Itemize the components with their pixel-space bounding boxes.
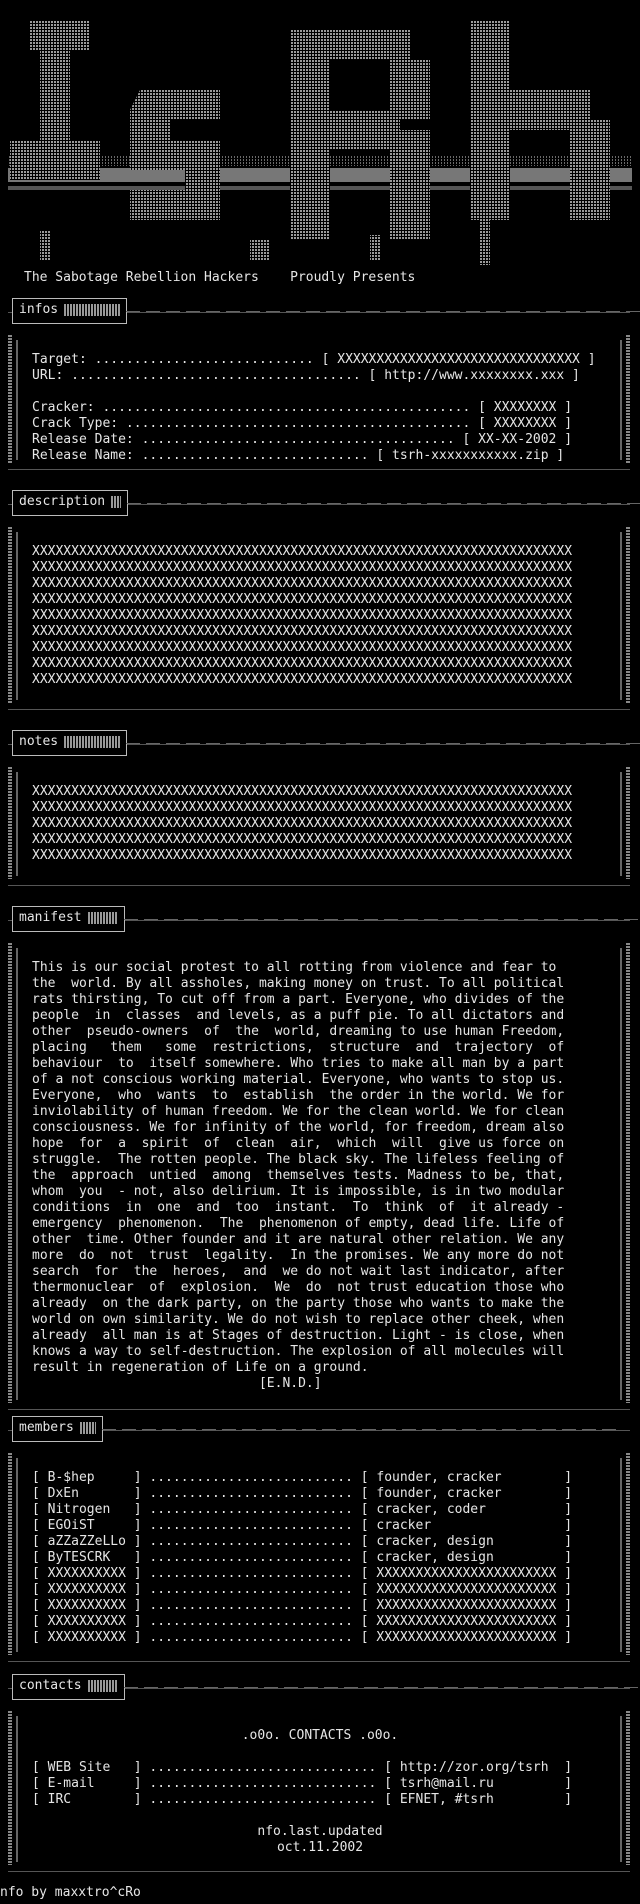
manifest-line: result in regeneration of Life on a ground. — [32, 1360, 369, 1375]
manifest-line: people in classes and levels, as a puff pie. To all dictators and — [32, 1008, 565, 1023]
tagline — [24, 270, 415, 286]
member-row: [ XXXXXXXXXX ] .......................... [ XXXXXXXXXXXXXXXXXXXXXXX ] — [32, 1630, 573, 1645]
info-line: Target: ............................ [ XXXXXXXXXXXXXXXXXXXXXXXXXXXXXXX ] — [32, 352, 596, 367]
section-title: members — [19, 1420, 74, 1435]
manifest-line: thermonuclear of explosion. We do not trust education those who — [32, 1280, 565, 1295]
info-line: URL: ..................................... [ http://www.xxxxxxxx.xxx ] — [32, 368, 580, 383]
contacts-body — [32, 1728, 608, 1856]
frame-rail-right — [620, 1716, 622, 1862]
manifest-line: other pseudo-owners of the world, dreaming to use human Freedom, — [32, 1024, 565, 1039]
notes-line: XXXXXXXXXXXXXXXXXXXXXXXXXXXXXXXXXXXXXXXXXXXXXXXXXXXXXXXXXXXXXXXXXXXXX — [32, 832, 573, 847]
manifest-line: inviolability of human freedom. We for the clean world. We for clean — [32, 1104, 565, 1119]
members-list — [32, 1470, 572, 1646]
member-row: [ Nitrogen ] .......................... [ cracker, coder ] — [32, 1502, 573, 1517]
manifest-line: whom you - not, also delirium. It is impossible, is in two modular — [32, 1184, 565, 1199]
shade-icon — [64, 304, 120, 316]
frame-rail-right — [620, 948, 622, 1400]
manifest-line: emergency phenomenon. The phenomenon of empty, dead life. Life of — [32, 1216, 565, 1231]
section-title: contacts — [19, 1678, 82, 1693]
contacts-heading: .o0o. CONTACTS .o0o. — [241, 1728, 399, 1743]
shade-icon — [64, 736, 120, 748]
manifest-line: already on the dark party, on the party those who wants to make the — [32, 1296, 565, 1311]
member-row: [ B-$hep ] .......................... [ founder, cracker ] — [32, 1470, 573, 1485]
description-body — [32, 544, 572, 688]
last-updated-label: nfo.last.updated — [257, 1824, 383, 1839]
frame-rail-left — [16, 772, 18, 876]
description-line: XXXXXXXXXXXXXXXXXXXXXXXXXXXXXXXXXXXXXXXXXXXXXXXXXXXXXXXXXXXXXXXXXXXXX — [32, 592, 573, 607]
last-updated-date: oct.11.2002 — [276, 1840, 364, 1855]
shade-icon — [88, 1680, 118, 1692]
tab-divider — [126, 311, 640, 312]
info-line: Cracker: ............................................... [ XXXXXXXX ] — [32, 400, 573, 415]
spacer — [32, 1744, 608, 1760]
manifest-line: other time. Other founder and it are natural other relation. We any — [32, 1232, 565, 1247]
notes-line: XXXXXXXXXXXXXXXXXXXXXXXXXXXXXXXXXXXXXXXXXXXXXXXXXXXXXXXXXXXXXXXXXXXXX — [32, 848, 573, 863]
section-title: notes — [19, 734, 59, 749]
frame-rail-left — [16, 340, 18, 460]
contact-row-email[interactable]: [ E-mail ] ............................. [ tsrh@mail.ru ] — [32, 1776, 573, 1791]
section-tab — [12, 906, 125, 932]
manifest-line: already all man is at Stages of destruction. Light - is close, when — [32, 1328, 565, 1343]
section-tab — [12, 730, 127, 756]
member-row: [ DxEn ] .......................... [ founder, cracker ] — [32, 1486, 573, 1501]
notes-line: XXXXXXXXXXXXXXXXXXXXXXXXXXXXXXXXXXXXXXXXXXXXXXXXXXXXXXXXXXXXXXXXXXXXX — [32, 784, 573, 799]
manifest-line: behaviour to itself somewhere. Who tries to make all man by a part — [32, 1056, 565, 1071]
frame-rail-left — [16, 532, 18, 700]
contact-row-irc[interactable]: [ IRC ] ............................. [ EFNET, #tsrh ] — [32, 1792, 573, 1807]
manifest-line: world on own similarity. We do not wish to replace other cheek, when — [32, 1312, 565, 1327]
info-line — [32, 384, 596, 400]
manifest-line: placing them some restrictions, structure and trajectory of — [32, 1040, 565, 1055]
member-row: [ XXXXXXXXXX ] .......................... [ XXXXXXXXXXXXXXXXXXXXXXX ] — [32, 1582, 573, 1597]
member-row: [ EGOiST ] .......................... [ cracker ] — [32, 1518, 573, 1533]
tsrh-ascii-logo — [0, 0, 640, 290]
section-tab — [12, 298, 127, 324]
tab-divider — [124, 1687, 640, 1688]
proudly-presents: Proudly Presents — [290, 270, 416, 285]
manifest-line: more do not trust legality. In the promises. We any more do not — [32, 1248, 565, 1263]
manifest-line: the world. By all assholes, making money on trust. To all political — [32, 976, 565, 991]
description-line: XXXXXXXXXXXXXXXXXXXXXXXXXXXXXXXXXXXXXXXXXXXXXXXXXXXXXXXXXXXXXXXXXXXXX — [32, 560, 573, 575]
section-infos — [8, 302, 630, 470]
section-description — [8, 494, 630, 710]
manifest-line: rats thirsting, To cut off from a part. Everyone, who divides of the — [32, 992, 565, 1007]
description-line: XXXXXXXXXXXXXXXXXXXXXXXXXXXXXXXXXXXXXXXXXXXXXXXXXXXXXXXXXXXXXXXXXXXXX — [32, 640, 573, 655]
manifest-body — [32, 960, 564, 1392]
section-notes — [8, 734, 630, 886]
manifest-line: consciousness. We for infinity of the world, for freedom, dream also — [32, 1120, 565, 1135]
section-manifest — [8, 910, 630, 1410]
description-line: XXXXXXXXXXXXXXXXXXXXXXXXXXXXXXXXXXXXXXXXXXXXXXXXXXXXXXXXXXXXXXXXXXXXX — [32, 608, 573, 623]
manifest-line: search for the heroes, and we do not wait last indicator, after — [32, 1264, 565, 1279]
section-title: infos — [19, 302, 59, 317]
member-row: [ XXXXXXXXXX ] .......................... [ XXXXXXXXXXXXXXXXXXXXXXX ] — [32, 1614, 573, 1629]
notes-line: XXXXXXXXXXXXXXXXXXXXXXXXXXXXXXXXXXXXXXXXXXXXXXXXXXXXXXXXXXXXXXXXXXXXX — [32, 800, 573, 815]
info-line: Crack Type: ............................................ [ XXXXXXXX ] — [32, 416, 573, 431]
shade-icon — [88, 912, 118, 924]
notes-line: XXXXXXXXXXXXXXXXXXXXXXXXXXXXXXXXXXXXXXXXXXXXXXXXXXXXXXXXXXXXXXXXXXXXX — [32, 816, 573, 831]
manifest-line: struggle. The rotten people. The black sky. The lifeless feeling of — [32, 1152, 565, 1167]
info-line: Release Date: ........................................ [ XX-XX-2002 ] — [32, 432, 573, 447]
frame-rail-right — [620, 772, 622, 876]
tab-divider — [126, 743, 640, 744]
section-members — [8, 1420, 630, 1662]
info-line: Release Name: ............................. [ tsrh-xxxxxxxxxxx.zip ] — [32, 448, 565, 463]
description-line: XXXXXXXXXXXXXXXXXXXXXXXXXXXXXXXXXXXXXXXXXXXXXXXXXXXXXXXXXXXXXXXXXXXXX — [32, 672, 573, 687]
shade-icon — [111, 496, 121, 508]
manifest-line: Everyone, who wants to establish the order in the world. We for — [32, 1088, 565, 1103]
manifest-line: knows a way to self-destruction. The explosion of all molecules will — [32, 1344, 565, 1359]
infos-body — [32, 352, 596, 464]
spacer — [32, 1808, 608, 1824]
manifest-end-marker: [E.N.D.] — [32, 1376, 322, 1391]
member-row: [ XXXXXXXXXX ] .......................... [ XXXXXXXXXXXXXXXXXXXXXXX ] — [32, 1598, 573, 1613]
nfo-credit: nfo by maxxtro^cRo — [0, 1885, 141, 1900]
description-line: XXXXXXXXXXXXXXXXXXXXXXXXXXXXXXXXXXXXXXXXXXXXXXXXXXXXXXXXXXXXXXXXXXXXX — [32, 544, 573, 559]
frame-rail-left — [16, 1716, 18, 1862]
tab-divider — [124, 919, 640, 920]
manifest-line: conditions in one and too instant. To think of it already - — [32, 1200, 565, 1215]
description-line: XXXXXXXXXXXXXXXXXXXXXXXXXXXXXXXXXXXXXXXXXXXXXXXXXXXXXXXXXXXXXXXXXXXXX — [32, 624, 573, 639]
section-title: manifest — [19, 910, 82, 925]
frame-rail-left — [16, 948, 18, 1400]
tab-divider — [102, 1429, 622, 1430]
section-tab — [12, 1674, 125, 1700]
notes-body — [32, 784, 572, 864]
group-name: The Sabotage Rebellion Hackers — [24, 270, 259, 285]
contact-row-website[interactable]: [ WEB Site ] ............................. [ http://zor.org/tsrh ] — [32, 1760, 573, 1775]
member-row: [ aZZaZZeLLo ] .......................... [ cracker, design ] — [32, 1534, 573, 1549]
tab-divider — [127, 503, 640, 504]
manifest-line: hope for a spirit of clean air, which will give us force on — [32, 1136, 565, 1151]
frame-rail-right — [620, 340, 622, 460]
shade-icon — [80, 1422, 96, 1434]
member-row: [ XXXXXXXXXX ] .......................... [ XXXXXXXXXXXXXXXXXXXXXXX ] — [32, 1566, 573, 1581]
frame-rail-right — [620, 532, 622, 700]
frame-rail-right — [620, 1458, 622, 1652]
section-tab — [12, 1416, 103, 1442]
manifest-line: the approach untied among themselves tests. Madness to be, that, — [32, 1168, 565, 1183]
member-row: [ ByTESCRK ] .......................... [ cracker, design ] — [32, 1550, 573, 1565]
manifest-line: This is our social protest to all rotting from violence and fear to — [32, 960, 557, 975]
section-title: description — [19, 494, 106, 509]
section-tab — [12, 490, 128, 516]
description-line: XXXXXXXXXXXXXXXXXXXXXXXXXXXXXXXXXXXXXXXXXXXXXXXXXXXXXXXXXXXXXXXXXXXXX — [32, 576, 573, 591]
manifest-line: of a not conscious working material. Everyone, who wants to stop us. — [32, 1072, 565, 1087]
frame-rail-left — [16, 1458, 18, 1652]
description-line: XXXXXXXXXXXXXXXXXXXXXXXXXXXXXXXXXXXXXXXXXXXXXXXXXXXXXXXXXXXXXXXXXXXXX — [32, 656, 573, 671]
section-contacts — [8, 1678, 630, 1872]
